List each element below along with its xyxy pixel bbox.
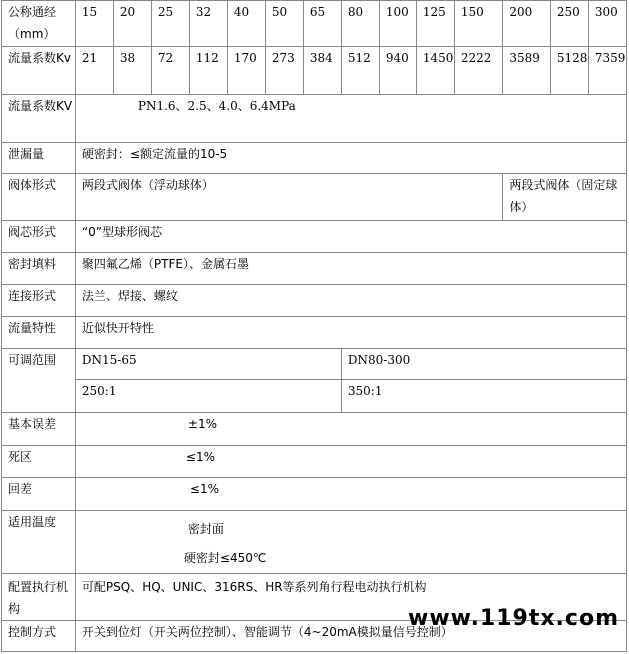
- pressure-label: 流量系数KV: [2, 95, 76, 143]
- body-form-row: [2, 174, 627, 221]
- pressure-row: [2, 95, 627, 143]
- error-row: [2, 413, 627, 446]
- dn-value: 32: [189, 1, 227, 47]
- range-row-top: [2, 349, 627, 380]
- temperature-seal-face: 密封面: [187, 522, 224, 536]
- flow-characteristic-value: 近似快开特性: [75, 317, 626, 349]
- actuator-value: 可配PSQ、HQ、UNIC、316RS、HR等系列角行程电动执行机构: [75, 574, 626, 621]
- dead-zone-row: [2, 446, 627, 478]
- kv-value: 512: [341, 47, 379, 95]
- connection-row: [2, 285, 627, 317]
- kv-value: 21: [75, 47, 113, 95]
- actuator-label: 配置执行机构: [2, 574, 76, 621]
- range-label: 可调范围: [2, 349, 76, 413]
- dn-value: 250: [550, 1, 588, 47]
- seal-label: 密封填料: [2, 253, 76, 285]
- core-form-label: 阀芯形式: [2, 221, 76, 253]
- dn-label: 公称通经（mm）: [2, 1, 76, 47]
- kv-value: 2222: [454, 47, 503, 95]
- temperature-label: 适用温度: [2, 511, 76, 574]
- leakage-row: [2, 143, 627, 174]
- connection-label: 连接形式: [2, 285, 76, 317]
- connection-value: 法兰、焊接、螺纹: [75, 285, 626, 317]
- kv-value: 7359: [588, 47, 626, 95]
- kv-value: 273: [265, 47, 303, 95]
- temperature-hard-seal: 硬密封≤450℃: [183, 551, 267, 565]
- spec-table: [1, 0, 627, 652]
- body-form-fixed: 两段式阀体（固定球体）: [503, 174, 627, 221]
- temperature-row: [2, 511, 627, 574]
- dn-value: 100: [379, 1, 416, 47]
- dn-value: 15: [75, 1, 113, 47]
- range-row-bottom: [2, 380, 627, 413]
- kv-row: [2, 47, 627, 95]
- kv-value: 5128: [550, 47, 588, 95]
- leakage-label: 泄漏量: [2, 143, 76, 174]
- dn-value: 150: [454, 1, 503, 47]
- core-form-row: [2, 221, 627, 253]
- kv-value: 940: [379, 47, 416, 95]
- pressure-value: PN1.6、2.5、4.0、6.4MPa: [75, 95, 626, 143]
- dn-row: [2, 1, 627, 47]
- kv-value: 170: [227, 47, 265, 95]
- dn-value: 125: [416, 1, 454, 47]
- control-label: 控制方式: [2, 621, 76, 652]
- dn-value: 80: [341, 1, 379, 47]
- leakage-value: 硬密封：≤额定流量的10-5: [75, 143, 626, 174]
- error-label: 基本误差: [2, 413, 76, 446]
- body-form-label: 阀体形式: [2, 174, 76, 221]
- site-watermark: www.119tx.com: [408, 606, 619, 631]
- kv-value: 112: [189, 47, 227, 95]
- seal-row: [2, 253, 627, 285]
- dead-zone-label: 死区: [2, 446, 76, 478]
- range-large-ratio: 350:1: [341, 380, 626, 413]
- dead-zone-value: ≤1%: [75, 446, 626, 478]
- flow-characteristic-row: [2, 317, 627, 349]
- kv-value: 1450: [416, 47, 454, 95]
- dn-value: 25: [151, 1, 189, 47]
- kv-label: 流量系数Kv: [2, 47, 76, 95]
- error-value: ±1%: [75, 413, 626, 446]
- hysteresis-row: [2, 478, 627, 511]
- kv-value: 38: [113, 47, 151, 95]
- temperature-cell: [75, 511, 626, 574]
- kv-value: 3589: [503, 47, 551, 95]
- kv-value: 72: [151, 47, 189, 95]
- kv-value: 384: [303, 47, 341, 95]
- range-small-ratio: 250:1: [75, 380, 341, 413]
- dn-value: 20: [113, 1, 151, 47]
- range-large-dn: DN80-300: [341, 349, 626, 380]
- hysteresis-label: 回差: [2, 478, 76, 511]
- dn-value: 50: [265, 1, 303, 47]
- dn-value: 40: [227, 1, 265, 47]
- hysteresis-value: ≤1%: [75, 478, 626, 511]
- range-small-dn: DN15-65: [75, 349, 341, 380]
- control-value: 开关到位灯（开关两位控制）、智能调节（4~20mA模拟量信号控制）: [75, 621, 626, 652]
- dn-value: 300: [588, 1, 626, 47]
- core-form-value: “0”型球形阀芯: [75, 221, 626, 253]
- dn-value: 200: [503, 1, 551, 47]
- seal-value: 聚四氟乙烯（PTFE）、金属石墨: [75, 253, 626, 285]
- flow-characteristic-label: 流量特性: [2, 317, 76, 349]
- dn-value: 65: [303, 1, 341, 47]
- body-form-floating: 两段式阀体（浮动球体）: [75, 174, 503, 221]
